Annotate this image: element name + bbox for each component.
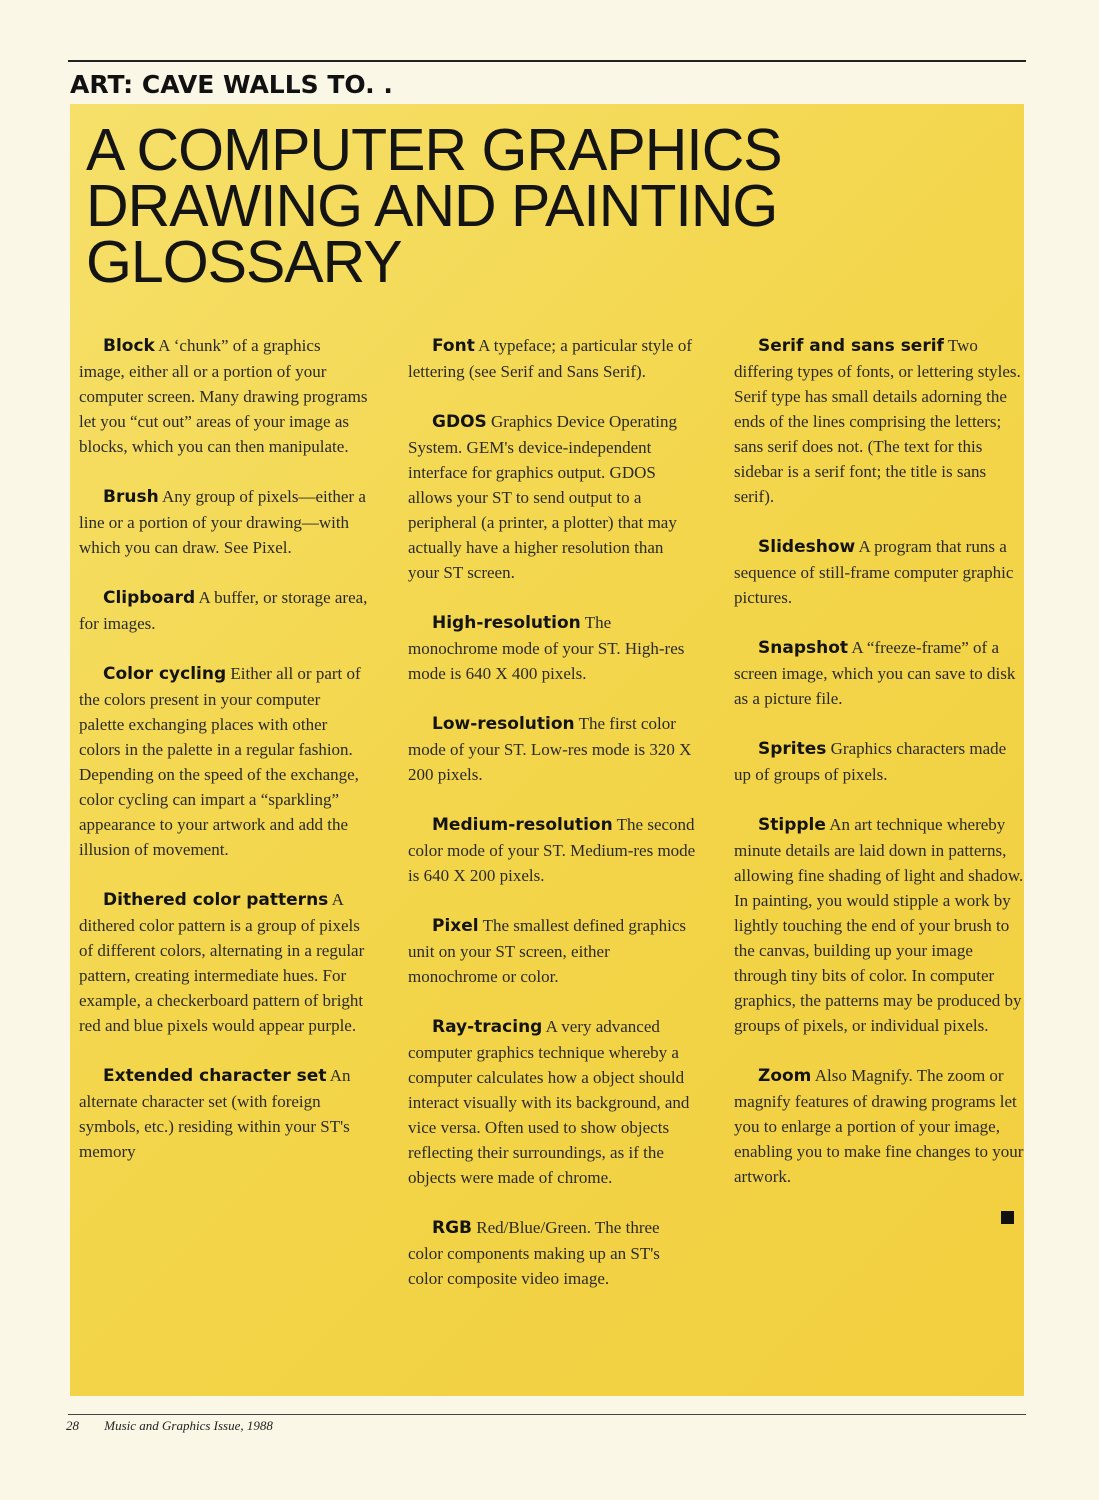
- glossary-definition: A typeface; a particular style of lettering (see Serif and Sans Serif).: [408, 336, 692, 381]
- glossary-definition: The monochrome mode of your ST. High-res mode is 640 X 400 pixels.: [408, 613, 685, 683]
- glossary-definition: Also Magnify. The zoom or magnify features of drawing programs let you to enlarge a portion of your image, enabling you to make fine changes to your artwork.: [734, 1066, 1024, 1186]
- glossary-term: RGB: [432, 1218, 473, 1238]
- section-kicker: ART: CAVE WALLS TO. .: [70, 70, 393, 99]
- glossary-definition: A very advanced computer graphics technique whereby a computer calculates how a object should interact visually with its background, and vice versa. Often used to show objects reflecting their surroundings, as if the objects were made of chrome.: [408, 1017, 690, 1187]
- glossary-term: Ray-tracing: [432, 1017, 543, 1037]
- glossary-term: Clipboard: [103, 588, 196, 608]
- top-rule: [68, 60, 1026, 62]
- glossary-term: High-resolution: [432, 613, 581, 633]
- glossary-entry: [734, 333, 1024, 509]
- glossary-entry: [408, 1215, 698, 1291]
- glossary-entry: [734, 736, 1024, 787]
- glossary-definition: Two differing types of fonts, or lettering styles. Serif type has small details adorning the ends of the lines comprising the letters; sans serif does not. (The text for this sidebar is a serif font; the title is sans serif).: [734, 336, 1021, 506]
- glossary-column-2: [408, 333, 698, 1316]
- glossary-entry: [408, 711, 698, 787]
- glossary-definition: Red/Blue/Green. The three color components making up an ST's color composite video image.: [408, 1218, 660, 1288]
- glossary-definition: A program that runs a sequence of still-frame computer graphic pictures.: [734, 537, 1014, 607]
- glossary-term: Zoom: [758, 1066, 812, 1086]
- glossary-entry: [408, 812, 698, 888]
- glossary-entry: [408, 333, 698, 384]
- glossary-definition: An alternate character set (with foreign symbols, etc.) residing within your ST's memory: [79, 1066, 351, 1161]
- glossary-entry: [408, 913, 698, 989]
- glossary-entry: [408, 610, 698, 686]
- glossary-term: Snapshot: [758, 638, 849, 658]
- glossary-definition: A dithered color pattern is a group of pixels of different colors, alternating in a regular pattern, creating intermediate hues. For example, a checkerboard pattern of bright red and blue pixels would appear purple.: [79, 890, 365, 1035]
- glossary-term: GDOS: [432, 412, 487, 432]
- glossary-term: Medium-resolution: [432, 815, 613, 835]
- glossary-definition: A “freeze-frame” of a screen image, which you can save to disk as a picture file.: [734, 638, 1016, 708]
- glossary-entry: [408, 409, 698, 585]
- glossary-term: Dithered color patterns: [103, 890, 329, 910]
- glossary-entry: [79, 1063, 369, 1164]
- glossary-entry: [79, 661, 369, 862]
- glossary-definition: Graphics characters made up of groups of pixels.: [734, 739, 1007, 784]
- glossary-definition: Either all or part of the colors present in your computer palette exchanging places with other colors in the palette in a regular fashion. Depending on the speed of the exchange, color cycling can impart a “sparkling” appearance to your artwork and add the illusion of movement.: [79, 664, 361, 859]
- glossary-definition: The smallest defined graphics unit on your ST screen, either monochrome or color.: [408, 916, 687, 986]
- glossary-definition: A buffer, or storage area, for images.: [79, 588, 368, 633]
- page-title: A COMPUTER GRAPHICS DRAWING AND PAINTING GLOSSARY: [86, 117, 782, 295]
- bottom-rule: [68, 1414, 1026, 1415]
- glossary-entry: [79, 333, 369, 459]
- glossary-term: Stipple: [758, 815, 826, 835]
- glossary-term: Low-resolution: [432, 714, 575, 734]
- issue-name: Music and Graphics Issue, 1988: [104, 1418, 273, 1433]
- glossary-definition: The second color mode of your ST. Medium-res mode is 640 X 200 pixels.: [408, 815, 696, 885]
- glossary-term: Font: [432, 336, 475, 356]
- glossary-entry: [734, 812, 1024, 1038]
- glossary-term: Pixel: [432, 916, 479, 936]
- glossary-term: Serif and sans serif: [758, 336, 944, 356]
- page-footer: [66, 1418, 273, 1434]
- glossary-entry: [734, 635, 1024, 711]
- glossary-term: Brush: [103, 487, 159, 507]
- glossary-column-3: [734, 333, 1024, 1214]
- glossary-term: Sprites: [758, 739, 827, 759]
- glossary-entry: [79, 887, 369, 1038]
- glossary-definition: A ‘chunk” of a graphics image, either all or a portion of your computer screen. Many drawing programs let you “cut out” areas of your image as blocks, which you can then manipulate.: [79, 336, 368, 456]
- glossary-column-1: [79, 333, 369, 1189]
- page-number: 28: [66, 1418, 79, 1433]
- glossary-definition: Graphics Device Operating System. GEM's device-independent interface for graphics output. GDOS allows your ST to send output to a peripheral (a printer, a plotter) that may actually have a higher resolution than your ST screen.: [408, 412, 677, 582]
- glossary-term: Color cycling: [103, 664, 227, 684]
- glossary-definition: An art technique whereby minute details are laid down in patterns, allowing fine shading of light and shadow. In painting, you would stipple a work by lightly touching the end of your brush to the canvas, building up your image through tiny bits of color. In computer graphics, the patterns may be produced by groups of pixels, or individual pixels.: [734, 815, 1024, 1035]
- glossary-entry: [408, 1014, 698, 1190]
- glossary-term: Slideshow: [758, 537, 856, 557]
- glossary-term: Extended character set: [103, 1066, 327, 1086]
- glossary-term: Block: [103, 336, 155, 356]
- glossary-entry: [734, 1063, 1024, 1189]
- glossary-definition: The first color mode of your ST. Low-res mode is 320 X 200 pixels.: [408, 714, 692, 784]
- glossary-entry: [734, 534, 1024, 610]
- glossary-entry: [79, 585, 369, 636]
- glossary-definition: Any group of pixels—either a line or a portion of your drawing—with which you can draw. See Pixel.: [79, 487, 366, 557]
- end-of-article-mark: [1001, 1211, 1014, 1224]
- glossary-entry: [79, 484, 369, 560]
